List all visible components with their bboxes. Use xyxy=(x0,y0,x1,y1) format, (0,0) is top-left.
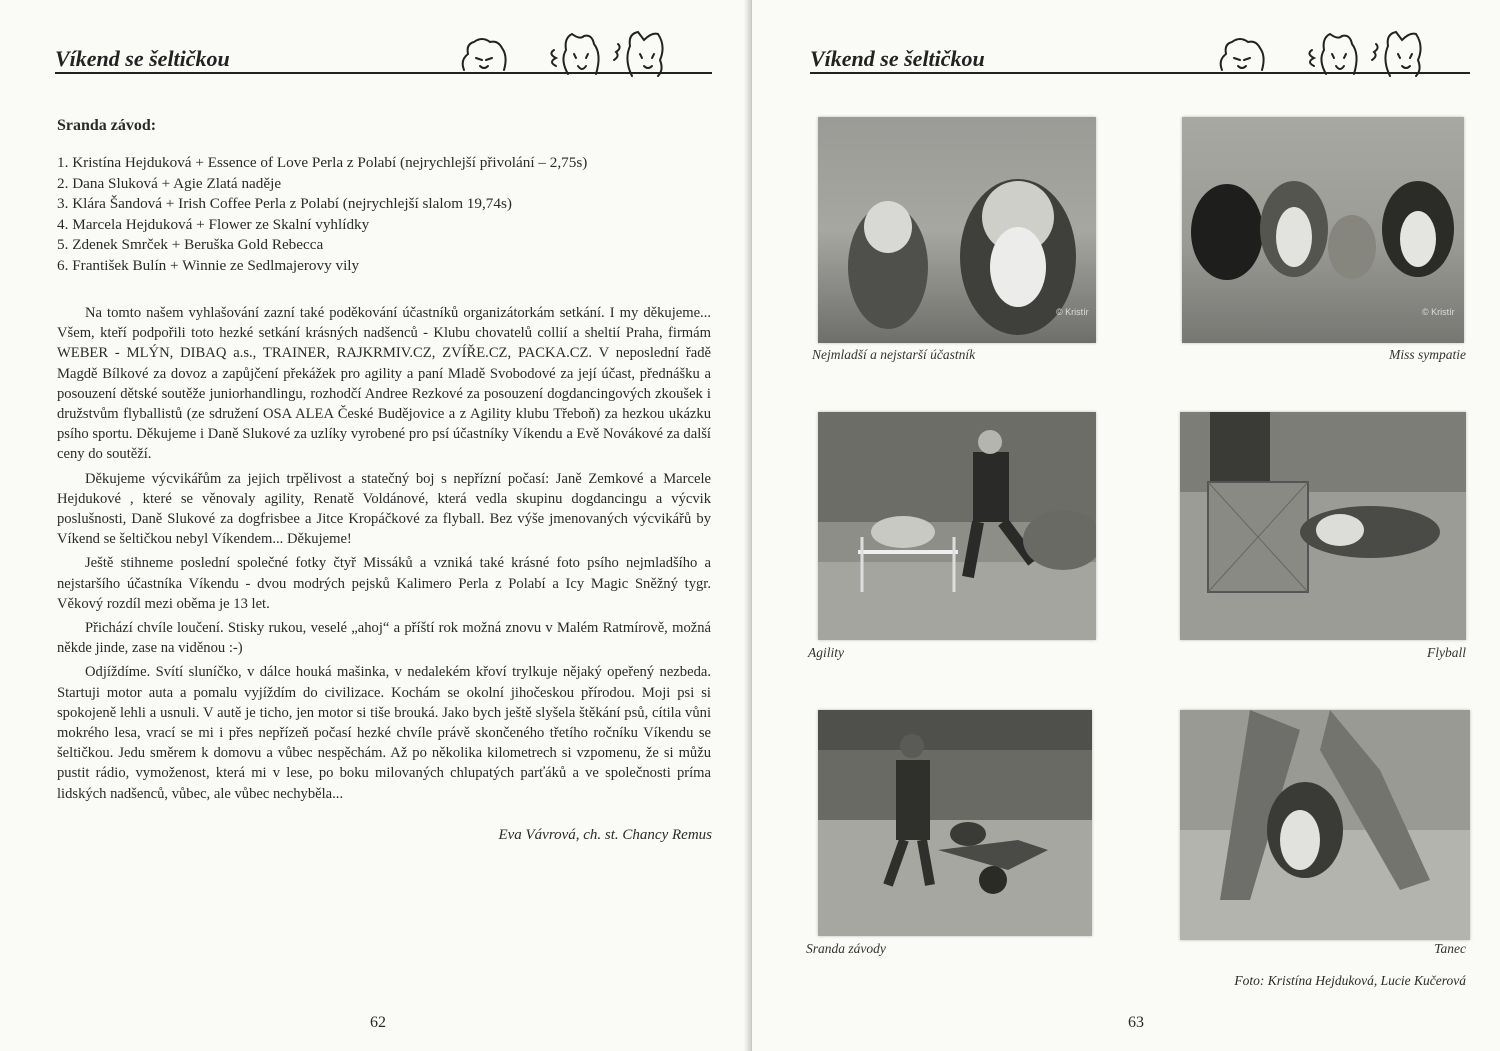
photo-flyball xyxy=(1180,412,1466,640)
paragraph: Na tomto našem vyhlašování zazní také poděkování účastníků organizátorkám setkání. I my děkujeme... Všem, kteří podpořili toto hezké setkání krásných nadšenců - Klubu chovatelů collií a sheltií Praha, firmám WEBER - MLÝN, DIBAQ a.s., TRAINER, RAJKRMIV.CZ, ZVÍŘE.CZ, PACKA.CZ. V neposlední řadě Magdě Bílkové za dovoz a zapůjčení překážek pro agility a paní Mladě Svobodové za její účast, přednášku a posouzení dětské soutěže juniorhandlingu, rozhodčí Andree Rezkové za posouzení dogdancingových zkoušek i družstvům flyballistů (ze sdružení OSA ALEA České Budějovice a z Agility klubu Třeboň) za hezkou ukázku psího sportu. Děkujeme i Daně Slukové za uzlíky vyrobené pro psí účastníky Víkendu a Evě Novákové za další ceny do soutěží. xyxy=(57,305,711,463)
photo-caption: Miss sympatie xyxy=(1389,347,1466,362)
page-number: 62 xyxy=(370,1014,386,1031)
article-body xyxy=(57,303,711,808)
page-header xyxy=(55,30,712,80)
paragraph: Ještě stihneme poslední společné fotky čtyř Missáků a vzniká také krásné foto psího nejmladšího a nejstaršího účastníka Víkendu - dvou modrých pejsků Kalimero Perla z Polabí a Icy Magic Sněžný tygr. Věkový rozdíl mezi oběma je 13 let. xyxy=(57,555,711,612)
photo-watermark: © Kristír xyxy=(1422,307,1455,317)
paragraph: Děkujeme výcvikářům za jejich trpělivost a statečný boj s nepřízní počasí: Janě Zemkové a Marcele Hejdukové , které se věnovaly agility, Renatě Voldánové, která vedla skupinu dogdancingu a výcvik poslušnosti, Daně Slukové za dogfrisbee a Jitce Kropáčkové za flyball. Bez výše jmenovaných výcvikářů by Víkend se šeltičkou nebyl Víkendem... Děkujeme! xyxy=(57,470,711,548)
page-header xyxy=(810,30,1470,80)
list-item: 2. Dana Sluková + Agie Zlatá naděje xyxy=(57,174,282,192)
photo-tanec xyxy=(1180,710,1470,940)
photo-caption: Sranda závody xyxy=(806,941,886,956)
sheltie-heads-logo xyxy=(452,30,712,80)
header-title: Víkend se šeltičkou xyxy=(55,46,230,71)
list-item: 4. Marcela Hejduková + Flower ze Skalní vyhlídky xyxy=(57,215,370,233)
list-item: 5. Zdenek Smrček + Beruška Gold Rebecca xyxy=(57,236,324,253)
right-page xyxy=(752,0,1500,1051)
list-item: 6. František Bulín + Winnie ze Sedlmajerovy vily xyxy=(57,256,360,274)
results-list xyxy=(57,153,587,276)
photo-caption: Flyball xyxy=(1427,645,1466,660)
photo-miss-sympatie xyxy=(1182,117,1464,343)
author-signature: Eva Vávrová, ch. st. Chancy Remus xyxy=(498,827,712,843)
list-item: 1. Kristína Hejduková + Essence of Love Perla z Polabí (nejrychlejší přivolání – 2,75s) xyxy=(57,154,588,171)
photo-sranda-zavody xyxy=(818,710,1092,936)
page-number: 63 xyxy=(1128,1014,1144,1031)
photo-agility xyxy=(818,412,1096,640)
header-title: Víkend se šeltičkou xyxy=(810,46,985,71)
photo-credit: Foto: Kristína Hejduková, Lucie Kučerová xyxy=(1234,973,1466,988)
photo-caption: Nejmladší a nejstarší účastník xyxy=(812,347,976,362)
photo-youngest-oldest xyxy=(818,117,1096,343)
sheltie-heads-logo xyxy=(1210,30,1470,80)
paragraph: Odjíždíme. Svítí sluníčko, v dálce houká mašinka, v nedalekém křoví trylkuje nějaký opeřený nezbeda. Startuji motor auta a pomalu vyjíždím do civilizace. Kochám se okolní jihočeskou přírodou. Moji psi si spokojeně lehli a usnuli. V autě je ticho, jen motor si tiše brouká. Jako bych ještě slyšela štěkání psů, cítila vůni mokrého lesa, vrací se mi i přes nepřízeň počasí hezké chvíle právě skončeného třetího ročníku Víkendu se šeltičkou. Jedu směrem k domovu a vůbec nespěchám. Až po několika kilometrech si vzpomenu, že si můžu pustit rádio, vymoženost, která mi v lese, po boku milovaných chlupatých parťáků a ve společnosti príma lidských nadšenců, vůbec, ale vůbec nechyběla... xyxy=(57,664,711,802)
list-item: 3. Klára Šandová + Irish Coffee Perla z Polabí (nejrychlejší slalom 19,74s) xyxy=(57,195,512,212)
section-heading: Sranda závod: xyxy=(57,117,157,134)
photo-caption: Agility xyxy=(808,645,844,660)
photo-watermark: © Kristír xyxy=(1056,307,1089,317)
photo-caption: Tanec xyxy=(1434,941,1466,956)
paragraph: Přichází chvíle loučení. Stisky rukou, veselé „ahoj“ a příští rok možná znovu v Malém Ratmírově, možná někde jinde, zase na viděnou :-) xyxy=(57,620,711,657)
